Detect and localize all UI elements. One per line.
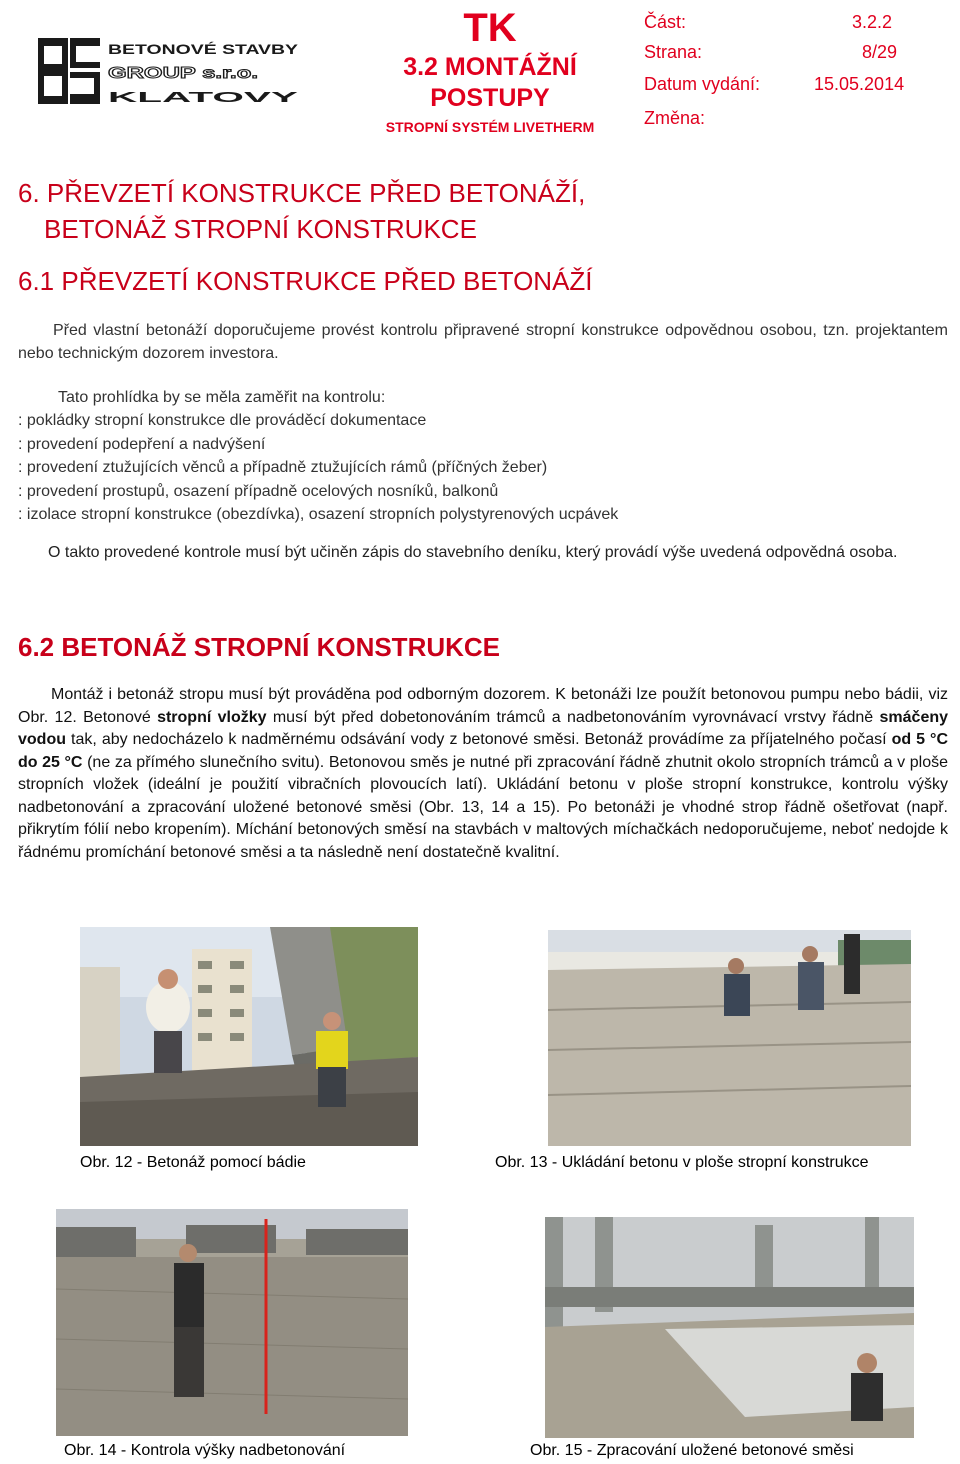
- section-6-title-line1: 6. PŘEVZETÍ KONSTRUKCE PŘED BETONÁŽÍ,: [18, 178, 586, 208]
- section-6-2-body: [18, 684, 948, 864]
- doc-code: TK: [463, 6, 517, 50]
- section-6-1-intro: Před vlastní betonáží doporučujeme provést kontrolu připravené stropní konstrukce odpovědnou osobou, tzn. projektantem nebo technickým dozorem investora.: [18, 322, 948, 362]
- figure-12-photo: [80, 927, 418, 1146]
- body-text: Montáž i betonáž stropu musí být prováděna pod odborným dozorem. K betonáži lze použít betonovou pumpu nebo bádii, viz Obr. 12. Betonové: [18, 686, 948, 726]
- meta-page-row: [644, 40, 960, 64]
- section-6-1-title: 6.1 PŘEVZETÍ KONSTRUKCE PŘED BETONÁŽÍ: [18, 266, 593, 296]
- list-item: : provedení ztužujících věnců a případně ztužujících rámů (příčných žeber): [18, 459, 548, 477]
- meta-page-value: 8/29: [862, 42, 898, 62]
- list-item: : izolace stropní konstrukce (obezdívka), osazení stropních polystyrenových ucpávek: [18, 506, 619, 524]
- company-logo: [38, 34, 300, 108]
- body-text: tak, aby nedocházelo k nadměrnému odsávání vody z betonové směsi. Betonáž provádíme za příjatelného počasí: [66, 731, 892, 748]
- meta-change-label: Změna:: [644, 108, 706, 128]
- inspection-checklist: [18, 386, 948, 526]
- body-text: (ne za přímého slunečního svitu). Betonovou směs je nutné při zpracování řádně zhutnit okolo stropních trámců a v ploše stropních vložek (ideální je použití vibračních plovoucích latí). Ukládání betonu v ploše stropní konstrukce, kontrolu výšky nadbetonování a zpracování uložené betonové směsi (Obr. 13, 14 a 15). Po betonáži je vhodné strop řádně ošetřovat (např. přikrytím fólií nebo kropením). Míchání betonových směsí na stavbách v maltových míchačkách nedoporučujeme, neboť nedojde k řádnému promíchání betonové směsi a ta následně není dostatečně kvalitní.: [18, 753, 949, 861]
- document-header: [0, 0, 960, 140]
- figure-13-photo: [548, 930, 911, 1146]
- checklist-intro: Tato prohlídka by se měla zaměřit na kontrolu:: [58, 389, 386, 406]
- figure-14-photo: [56, 1209, 408, 1436]
- document-title-block: [352, 0, 628, 136]
- section-6-1-closing: O takto provedené kontrole musí být učiněn zápis do stavebního deníku, který provádí výše uvedená odpovědná osoba.: [48, 544, 898, 561]
- emphasis-text: od 5 °C do 25 °C: [18, 731, 949, 771]
- emphasis-text: stropní vložky: [157, 708, 267, 726]
- doc-section-title-1: 3.2 MONTÁŽNÍ: [403, 53, 577, 81]
- section-6-2-title: 6.2 BETONÁŽ STROPNÍ KONSTRUKCE: [18, 632, 501, 662]
- figure-15-caption: Obr. 15 - Zpracování uložené betonové směsi: [530, 1442, 854, 1459]
- meta-change-row: [644, 106, 960, 130]
- doc-subtitle: STROPNÍ SYSTÉM LIVETHERM: [385, 119, 595, 135]
- section-6-title-line2: BETONÁŽ STROPNÍ KONSTRUKCE: [44, 214, 477, 244]
- list-item: : pokládky stropní konstrukce dle prováděcí dokumentace: [18, 412, 427, 430]
- list-item: : provedení podepření a nadvýšení: [18, 435, 266, 453]
- figure-14-caption: Obr. 14 - Kontrola výšky nadbetonování: [64, 1442, 346, 1459]
- body-text: musí být před dobetonováním trámců a nadbetonováním vyrovnávací vrstvy řádně: [266, 708, 880, 726]
- emphasis-text: smáčeny vodou: [18, 708, 949, 748]
- meta-issued-value: 15.05.2014: [814, 74, 905, 94]
- figure-13-caption: Obr. 13 - Ukládání betonu v ploše stropní konstrukce: [495, 1154, 869, 1171]
- meta-part-value: 3.2.2: [852, 12, 893, 32]
- meta-issued-label: Datum vydání:: [644, 74, 761, 94]
- doc-section-title-2: POSTUPY: [430, 84, 550, 112]
- meta-part-label: Část:: [644, 12, 687, 32]
- list-item: : provedení prostupů, osazení případně ocelových nosníků, balkonů: [18, 482, 499, 500]
- logo-line1: BETONOVÉ STAVBY: [108, 41, 299, 57]
- meta-issued-row: [644, 72, 960, 96]
- figure-12-caption: Obr. 12 - Betonáž pomocí bádie: [80, 1154, 306, 1171]
- meta-page-label: Strana:: [644, 42, 703, 62]
- meta-part-row: [644, 10, 960, 34]
- logo-line2: GROUP s.r.o.: [108, 65, 258, 82]
- logo-line3: KLATOVY: [108, 89, 298, 106]
- figure-15-photo: [545, 1217, 914, 1438]
